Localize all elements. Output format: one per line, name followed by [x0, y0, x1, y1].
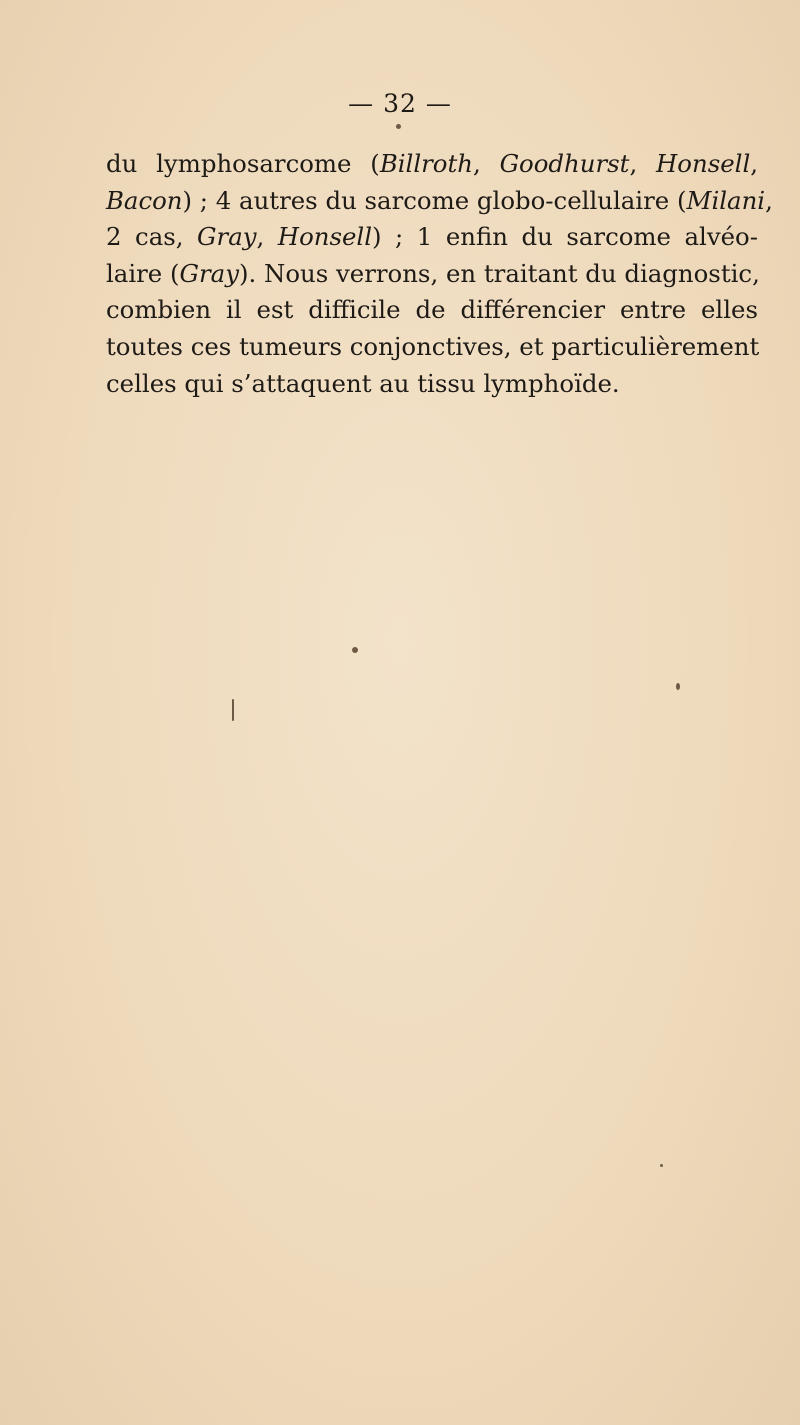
text-run: celles qui s’attaquent au tissu lymphoïde. — [106, 368, 620, 398]
paper-speck — [396, 124, 401, 129]
author-name: Bacon — [106, 185, 183, 215]
text-run: ) ; 1 enfin du sarcome alvéo- — [372, 222, 758, 252]
text-run: , — [765, 185, 773, 215]
text-line — [106, 183, 773, 220]
author-name: Milani — [686, 185, 766, 215]
author-name: Honsell — [656, 149, 751, 178]
body-paragraph — [106, 146, 773, 402]
author-name: Gray — [179, 258, 239, 288]
text-run: laire ( — [106, 258, 180, 288]
paper-speck — [232, 699, 234, 721]
text-line — [106, 292, 758, 329]
text-line — [106, 329, 758, 366]
text-line — [106, 146, 758, 183]
text-run: combien il est difficile de différencier entre elles — [106, 295, 758, 325]
text-run: , — [473, 149, 500, 178]
text-run: , — [629, 149, 657, 178]
paper-speck — [660, 1164, 663, 1167]
author-name: Gray — [197, 222, 257, 252]
author-name: Goodhurst — [499, 149, 630, 178]
text-run: toutes ces tumeurs conjonctives, et particulièrement — [106, 331, 760, 361]
text-run: ) ; 4 autres du sarcome globo-cellulaire ( — [182, 185, 687, 215]
paper-speck — [352, 647, 358, 653]
paper-speck — [676, 683, 680, 690]
page-number: — 32 — — [348, 89, 452, 118]
author-name: Billroth — [379, 149, 473, 178]
text-line — [106, 366, 758, 403]
text-run: 2 cas, — [106, 222, 198, 252]
text-run: , — [750, 149, 759, 178]
author-name: Honsell — [277, 222, 373, 252]
text-run: ). Nous verrons, en traitant du diagnostic, — [238, 258, 760, 288]
text-line — [106, 219, 758, 256]
text-run: du lymphosarcome ( — [106, 149, 380, 178]
text-line — [106, 256, 758, 293]
text-run: , — [256, 222, 278, 252]
